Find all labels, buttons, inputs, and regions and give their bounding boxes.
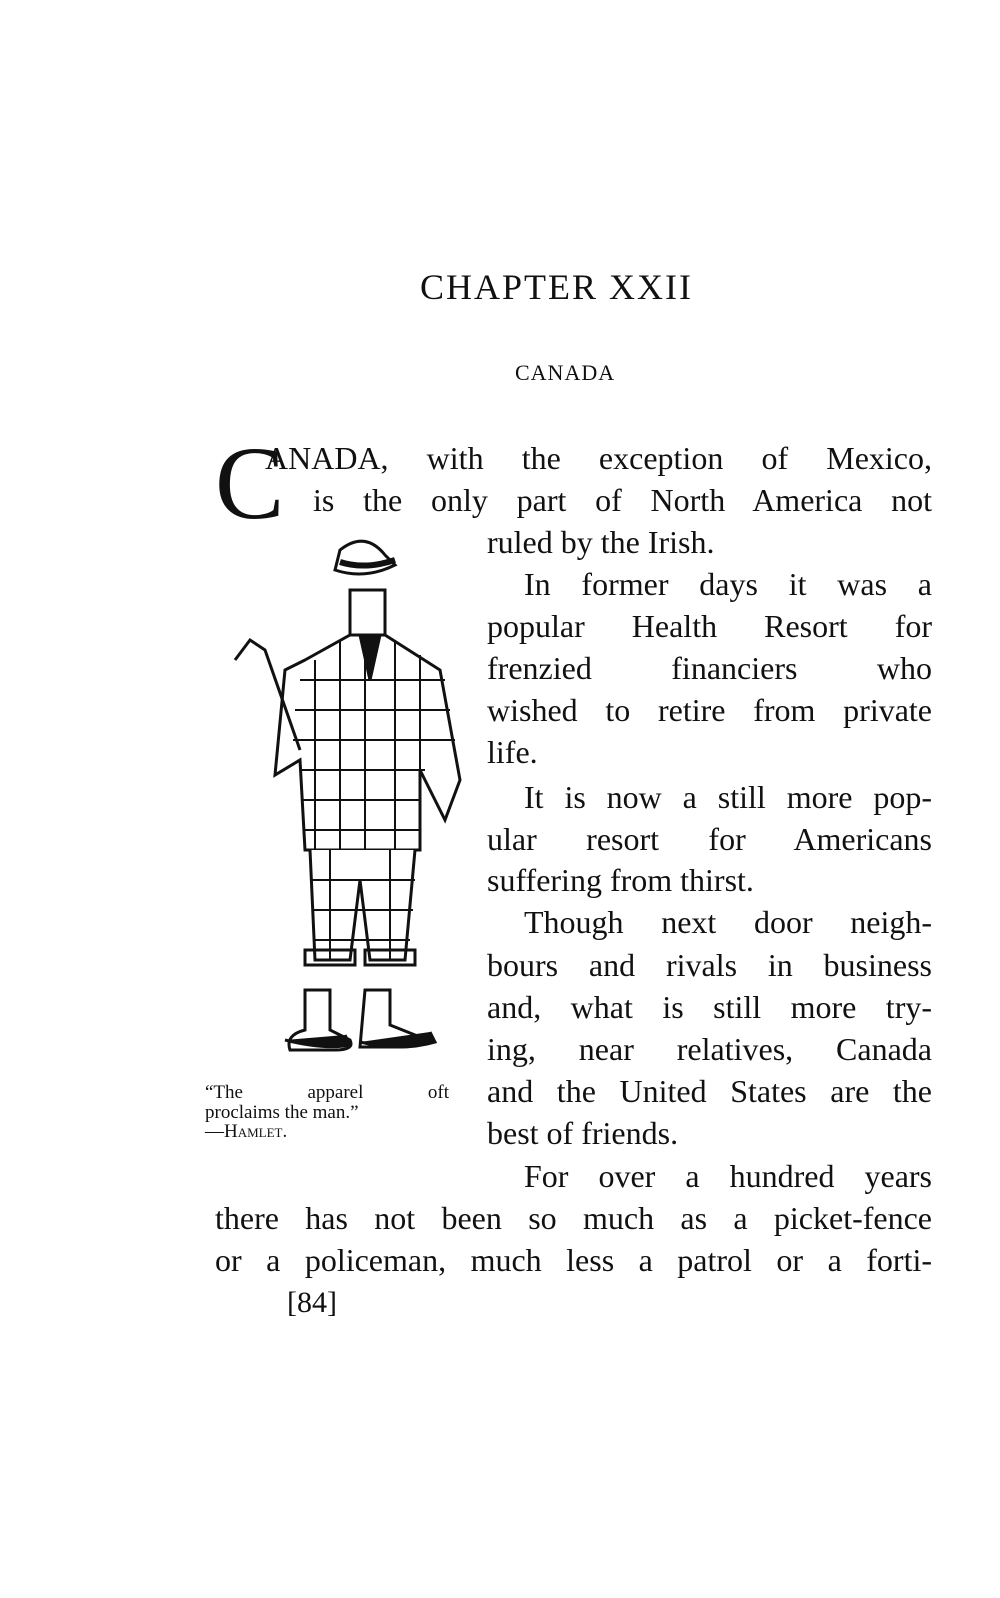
chapter-title: CANADA [515,360,616,385]
text-line: frenzied financiers who [487,650,932,686]
text-line: ing, near relatives, Canada [487,1031,932,1067]
page-number: [84] [287,1286,337,1319]
text-line: wished to retire from private [487,692,932,728]
text-line: best of friends. [487,1115,679,1151]
text-line: It is now a still more pop- [524,779,932,815]
caption-attribution: —Hamlet. [205,1121,288,1142]
text-line: ANADA, with the exception of Mexico, [265,440,932,476]
text-line: and the United States are the [487,1073,932,1109]
drop-cap: C [215,426,285,541]
text-line: or a policeman, much less a patrol or a forti- [215,1242,932,1278]
text-line: and, what is still more try- [487,989,932,1025]
text-line: In former days it was a [524,566,932,602]
text-line: there has not been so much as a picket-fence [215,1200,932,1236]
text-line: For over a hundred years [524,1158,932,1194]
text-line: popular Health Resort for [487,608,932,644]
chapter-heading: CHAPTER XXII [420,267,693,307]
text-line: is the only part of North America not [313,482,932,518]
text-line: ular resort for Americans [487,821,932,857]
caption-line: proclaims the man.” [205,1102,359,1123]
text-line: Though next door neigh- [524,904,932,940]
text-line: bours and rivals in business [487,947,932,983]
suit-illustration [205,520,465,1070]
caption-line: “The apparel oft [205,1082,449,1103]
text-line: life. [487,734,538,770]
text-line: suffering from thirst. [487,862,754,898]
text-line: ruled by the Irish. [487,524,715,560]
